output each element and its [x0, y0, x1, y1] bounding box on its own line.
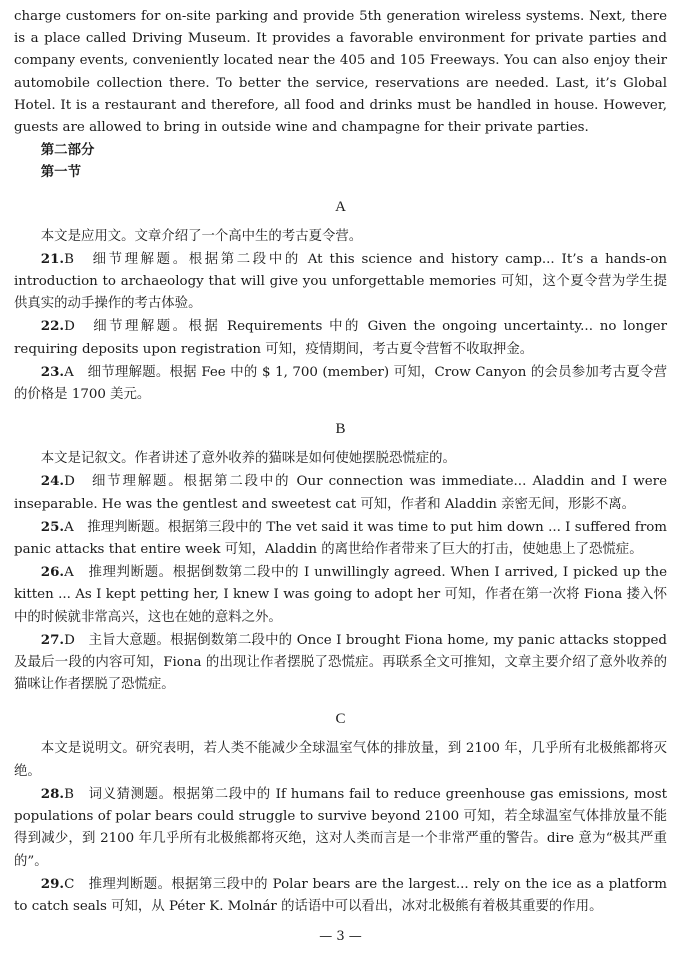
question-number: 23. — [40, 363, 65, 380]
passage-section-b — [14, 418, 667, 696]
question-number: 22. — [40, 318, 65, 335]
answer-item — [14, 361, 667, 406]
question-number: 24. — [40, 473, 65, 490]
page-number-footer — [0, 929, 681, 944]
answer-item — [14, 248, 667, 316]
answer-item — [14, 516, 667, 561]
answer-item — [14, 783, 667, 873]
transcript-paragraph: charge customers for on-site parking and provide 5th generation wireless systems. Next, there is a place called Driving Museum. It provides a favorable environment for private parties and company events, conveniently located near the 405 and 105 Freeways. You can also enjoy their automobile collection there. To better the service, reservations are needed. Last, it’s Global Hotel. It is a restaurant and therefore, all food and drinks must be handled in house. However, guests are allowed to bring in outside wine and champagne for their private parties. — [14, 9, 667, 136]
answer-explanation: 细节理解题。根据 Requirements 中的 Given the ongoing uncertainty... no longer requiring deposits upon registration 可知，疫情期间，考古夏令营暂不收取押金。 — [14, 319, 667, 357]
answer-item — [14, 470, 667, 515]
answer-letter: A — [64, 364, 74, 380]
question-number: 25. — [40, 518, 65, 535]
answer-letter: A — [64, 519, 74, 535]
passage-section-c — [14, 708, 667, 918]
answer-explanation: 细节理解题。根据第二段中的 At this science and history camp... It’s a hands-on introduction to archaeology that will give you unforgettable memories 可知，这个夏令营为学生提供真实的动手操作的考古体验。 — [14, 251, 668, 312]
answer-letter: D — [64, 474, 75, 490]
question-number: 29. — [40, 875, 65, 892]
answer-explanation: 推理判断题。根据第三段中的 The vet said it was time to put him down ... I suffered from panic attacks that entire week 可知，Aladdin 的离世给作者带来了巨大的打击，使她患上了恐慌症。 — [14, 519, 667, 558]
answer-item — [14, 561, 667, 629]
passage-summary: 本文是说明文。研究表明，若人类不能减少全球温室气体的排放量，到 2100 年，几乎所有北极熊都将灭绝。 — [14, 741, 667, 779]
passage-summary: 本文是应用文。文章介绍了一个高中生的考古夏令营。 — [40, 228, 363, 244]
question-number: 28. — [40, 785, 65, 802]
passage-letter: B — [335, 421, 346, 438]
answer-item — [14, 315, 667, 360]
answer-explanation: 细节理解题。根据第二段中的 Our connection was immediate... Aladdin and I were inseparable. He was the gentlest and sweetest cat 可知，作者和 Aladdin 亲密无间，形影不离。 — [14, 474, 668, 512]
answer-item — [14, 873, 667, 918]
answer-item — [14, 629, 667, 697]
answer-letter: D — [64, 319, 75, 335]
section-heading: 第一节 — [40, 164, 81, 181]
question-number: 26. — [40, 564, 65, 581]
page-number: — 3 — — [319, 929, 362, 944]
answer-letter: D — [64, 632, 75, 648]
answer-letter: B — [64, 786, 74, 802]
answer-explanation: 推理判断题。根据倒数第二段中的 I unwillingly agreed. When I arrived, I picked up the kitten ... As I kept petting her, I knew I was going to adopt her 可知，作者在第一次将 Fiona 搂入怀中的时候就非常高兴，这也在她的意料之外。 — [14, 565, 667, 625]
answer-explanation: 主旨大意题。根据倒数第二段中的 Once I brought Fiona home, my panic attacks stopped 及最后一段的内容可知，Fiona 的出现让作者摆脱了恐慌症。再联系全文可推知，文章主要介绍了意外收养的猫咪让作者摆脱了恐慌症。 — [14, 632, 668, 693]
answer-letter: A — [64, 565, 74, 581]
answer-letter: C — [64, 876, 75, 892]
part-heading: 第二部分 — [40, 142, 95, 159]
listening-transcript-continuation — [14, 6, 667, 139]
passage-summary: 本文是记叙文。作者讲述了意外收养的猫咪是如何使她摆脱恐慌症的。 — [40, 451, 456, 467]
passage-section-a — [14, 196, 667, 407]
question-number: 27. — [40, 631, 65, 648]
answer-explanation: 推理判断题。根据第三段中的 Polar bears are the largest... rely on the ice as a platform to catch seals 可知，从 Péter K. Molnár 的话语中可以看出，冰对北极熊有着极其重要的作用。 — [14, 876, 668, 914]
passage-letter: C — [335, 711, 346, 728]
question-number: 21. — [40, 250, 65, 267]
answer-explanation: 细节理解题。根据 Fee 中的 $ 1, 700 (member) 可知，Crow Canyon 的会员参加考古夏令营的价格是 1700 美元。 — [14, 364, 668, 403]
passage-letter: A — [335, 198, 346, 215]
answer-explanation: 词义猜测题。根据第二段中的 If humans fail to reduce greenhouse gas emissions, most populations of polar bears could struggle to survive beyond 2100 可知，若全球温室气体排放量不能得到减少，到 2100 年几乎所有北极熊都将灭绝，这对人类而言是一个非常严重的警告。dire 意为“极其严重的”。 — [14, 786, 668, 869]
answer-letter: B — [64, 251, 74, 267]
